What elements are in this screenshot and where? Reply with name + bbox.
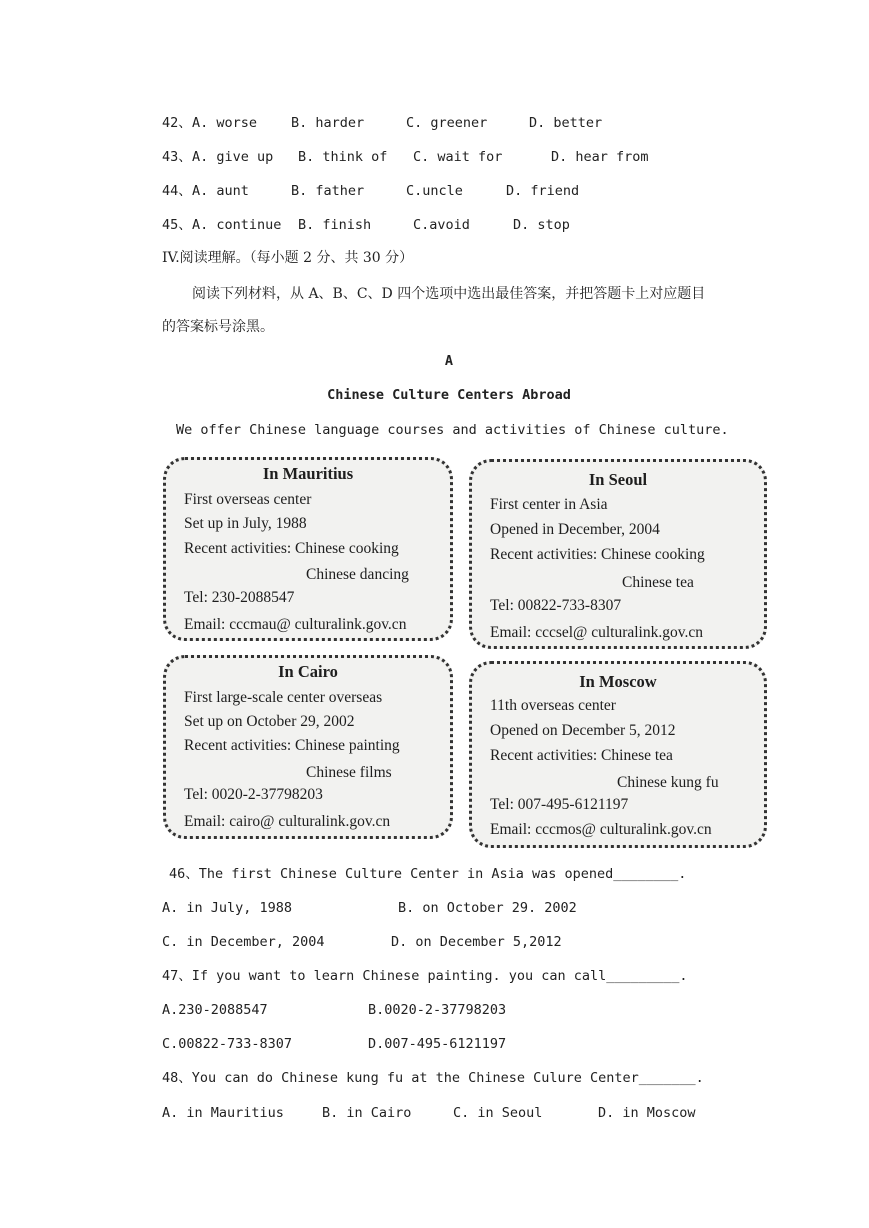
question-48-option-b: B. in Cairo bbox=[322, 1105, 412, 1121]
center-card-cairo bbox=[163, 655, 453, 839]
center-info-line: First center in Asia bbox=[490, 496, 608, 513]
option-a: A. give up bbox=[192, 149, 274, 165]
option-c: C. greener bbox=[406, 115, 488, 131]
question-47-option-a: A.230-2088547 bbox=[162, 1002, 268, 1018]
question-46-stem: 46、The first Chinese Culture Center in Asia was opened________. bbox=[169, 866, 687, 882]
center-info-line: Set up on October 29, 2002 bbox=[184, 713, 355, 730]
question-number: 45、 bbox=[162, 217, 192, 233]
center-tel: Tel: 0020-2-37798203 bbox=[184, 786, 323, 803]
option-b: B. finish bbox=[298, 217, 372, 233]
center-card-moscow bbox=[469, 661, 767, 848]
center-tel: Tel: 230-2088547 bbox=[184, 589, 295, 606]
instruction-line-1: 阅读下列材料，从 A、B、C、D 四个选项中选出最佳答案，并把答题卡上对应题目 bbox=[192, 286, 706, 302]
option-b: B. think of bbox=[298, 149, 388, 165]
question-48-option-d: D. in Moscow bbox=[598, 1105, 696, 1121]
option-c: C.avoid bbox=[413, 217, 470, 233]
passage-letter: A bbox=[444, 353, 454, 369]
question-46-option-a: A. in July, 1988 bbox=[162, 900, 293, 916]
center-activity: Chinese tea bbox=[622, 574, 694, 591]
center-activity: Chinese dancing bbox=[306, 566, 409, 583]
center-email: Email: cccmau@ culturalink.gov.cn bbox=[184, 616, 407, 633]
question-number: 43、 bbox=[162, 149, 192, 165]
option-b: B. harder bbox=[291, 115, 365, 131]
question-47-option-b: B.0020-2-37798203 bbox=[368, 1002, 507, 1018]
center-email: Email: cccmos@ culturalink.gov.cn bbox=[490, 821, 712, 838]
center-title: In Seoul bbox=[588, 470, 648, 489]
center-info-line: First overseas center bbox=[184, 491, 312, 508]
passage-intro: We offer Chinese language courses and activities of Chinese culture. bbox=[176, 422, 729, 438]
instruction-line-2: 的答案标号涂黑。 bbox=[162, 319, 274, 335]
center-info-line: Recent activities: Chinese cooking bbox=[184, 540, 399, 557]
question-48-stem: 48、You can do Chinese kung fu at the Chinese Culure Center_______. bbox=[162, 1070, 704, 1086]
option-d: D. stop bbox=[513, 217, 570, 233]
question-46-option-c: C. in December, 2004 bbox=[162, 934, 325, 950]
center-activity: Chinese kung fu bbox=[617, 774, 719, 791]
center-info-line: 11th overseas center bbox=[490, 697, 616, 714]
question-number: 42、 bbox=[162, 115, 192, 131]
center-title: In Cairo bbox=[278, 662, 338, 681]
center-info-line: Recent activities: Chinese tea bbox=[490, 747, 673, 764]
question-48-option-a: A. in Mauritius bbox=[162, 1105, 284, 1121]
option-a: A. worse bbox=[192, 115, 258, 131]
option-b: B. father bbox=[291, 183, 365, 199]
question-number: 44、 bbox=[162, 183, 192, 199]
option-d: D. hear from bbox=[551, 149, 649, 165]
center-title: In Moscow bbox=[579, 672, 657, 691]
center-info-line: Opened on December 5, 2012 bbox=[490, 722, 676, 739]
center-card-mauritius bbox=[163, 457, 453, 641]
center-title: In Mauritius bbox=[262, 464, 354, 483]
center-info-line: Set up in July, 1988 bbox=[184, 515, 307, 532]
center-info-line: Opened in December, 2004 bbox=[490, 521, 660, 538]
option-c: C. wait for bbox=[413, 149, 503, 165]
center-activity: Chinese films bbox=[306, 764, 392, 781]
center-info-line: First large-scale center overseas bbox=[184, 689, 383, 706]
question-47-stem: 47、If you want to learn Chinese painting. you can call_________. bbox=[162, 968, 688, 984]
option-d: D. friend bbox=[506, 183, 580, 199]
option-a: A. continue bbox=[192, 217, 282, 233]
center-card-seoul bbox=[469, 459, 767, 649]
center-info-line: Recent activities: Chinese painting bbox=[184, 737, 400, 754]
center-email: Email: cairo@ culturalink.gov.cn bbox=[184, 813, 391, 830]
option-d: D. better bbox=[529, 115, 603, 131]
center-info-line: Recent activities: Chinese cooking bbox=[490, 546, 705, 563]
option-a: A. aunt bbox=[192, 183, 249, 199]
question-46-option-d: D. on December 5,2012 bbox=[391, 934, 562, 950]
question-48-option-c: C. in Seoul bbox=[453, 1105, 543, 1121]
question-47-option-c: C.00822-733-8307 bbox=[162, 1036, 293, 1052]
question-47-option-d: D.007-495-6121197 bbox=[368, 1036, 507, 1052]
passage-title: Chinese Culture Centers Abroad bbox=[327, 387, 571, 403]
center-tel: Tel: 00822-733-8307 bbox=[490, 597, 622, 614]
center-tel: Tel: 007-495-6121197 bbox=[490, 796, 629, 813]
center-email: Email: cccsel@ culturalink.gov.cn bbox=[490, 624, 703, 641]
section-heading: IV.阅读理解。（每小题 2 分、共 30 分） bbox=[162, 250, 414, 266]
option-c: C.uncle bbox=[406, 183, 463, 199]
question-46-option-b: B. on October 29. 2002 bbox=[398, 900, 577, 916]
